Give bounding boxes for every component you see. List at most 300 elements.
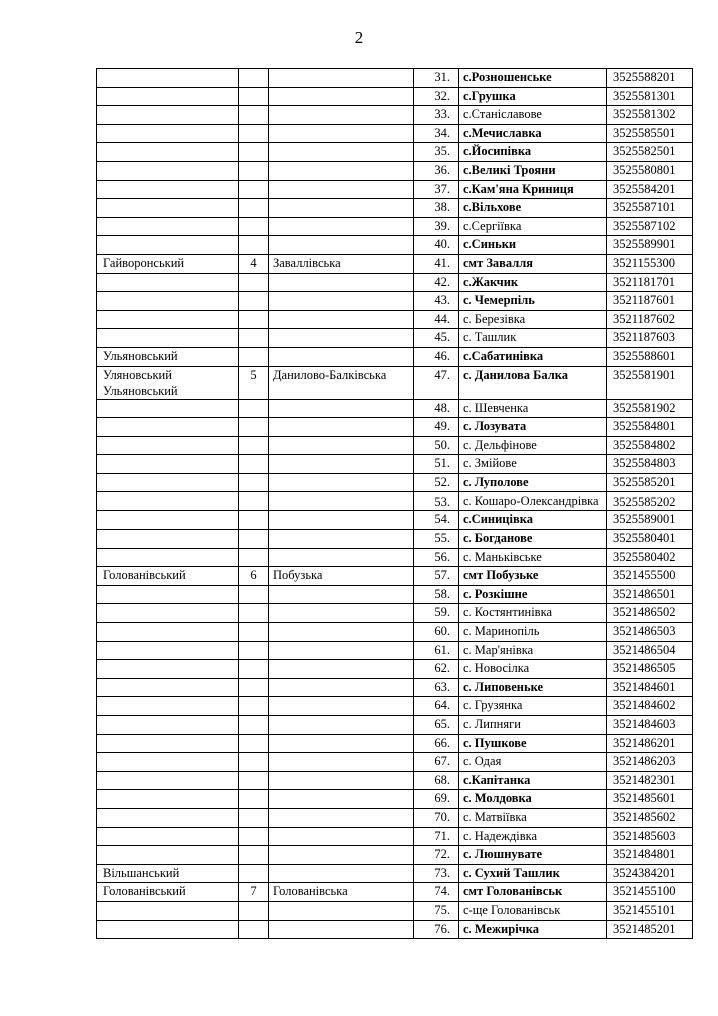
community-cell <box>269 920 414 939</box>
district-cell <box>97 418 239 437</box>
community-cell <box>269 864 414 883</box>
row-number-cell: 75. <box>414 901 459 920</box>
row-number-cell: 37. <box>414 180 459 199</box>
district-cell <box>97 217 239 236</box>
community-number-cell <box>239 623 269 642</box>
koatuu-code-cell: 3521485201 <box>607 920 693 939</box>
koatuu-code-cell: 3521486504 <box>607 641 693 660</box>
settlement-cell: с. Розкішне <box>459 585 607 604</box>
community-cell <box>269 69 414 88</box>
row-number-cell: 65. <box>414 716 459 735</box>
row-number-cell: 48. <box>414 399 459 418</box>
table-row <box>97 548 693 567</box>
community-cell <box>269 901 414 920</box>
koatuu-code-cell: 3525585201 <box>607 473 693 492</box>
district-cell <box>97 455 239 474</box>
row-number-cell: 57. <box>414 567 459 586</box>
community-number-cell <box>239 217 269 236</box>
community-number-cell: 4 <box>239 254 269 273</box>
koatuu-code-cell: 3525580402 <box>607 548 693 567</box>
settlement-cell: с.Розношенське <box>459 69 607 88</box>
community-cell: Заваллівська <box>269 254 414 273</box>
community-number-cell <box>239 846 269 865</box>
koatuu-code-cell: 3521486505 <box>607 660 693 679</box>
table-row <box>97 530 693 549</box>
community-number-cell <box>239 418 269 437</box>
row-number-cell: 64. <box>414 697 459 716</box>
district-cell <box>97 199 239 218</box>
community-cell <box>269 161 414 180</box>
community-cell: Данилово-Балківська <box>269 366 414 399</box>
table-row <box>97 329 693 348</box>
koatuu-code-cell: 3521181701 <box>607 273 693 292</box>
settlement-cell: с.Вільхове <box>459 199 607 218</box>
row-number-cell: 70. <box>414 808 459 827</box>
row-number-cell: 49. <box>414 418 459 437</box>
settlement-cell: с.Жакчик <box>459 273 607 292</box>
district-cell <box>97 660 239 679</box>
settlement-cell: с. Липовеньке <box>459 678 607 697</box>
community-number-cell <box>239 641 269 660</box>
settlement-cell: с. Маринопіль <box>459 623 607 642</box>
district-cell <box>97 790 239 809</box>
community-number-cell <box>239 347 269 366</box>
settlement-cell: смт Голованівськ <box>459 883 607 902</box>
table-row <box>97 124 693 143</box>
koatuu-code-cell: 3525584801 <box>607 418 693 437</box>
community-cell <box>269 292 414 311</box>
community-number-cell <box>239 511 269 530</box>
district-cell <box>97 716 239 735</box>
table-row <box>97 455 693 474</box>
row-number-cell: 59. <box>414 604 459 623</box>
settlement-cell: с. Одая <box>459 753 607 772</box>
settlement-cell: с.Синьки <box>459 236 607 255</box>
table-row <box>97 292 693 311</box>
table-row <box>97 641 693 660</box>
community-number-cell <box>239 678 269 697</box>
koatuu-code-cell: 3525580401 <box>607 530 693 549</box>
district-cell <box>97 124 239 143</box>
district-cell <box>97 236 239 255</box>
row-number-cell: 38. <box>414 199 459 218</box>
row-number-cell: 46. <box>414 347 459 366</box>
settlement-cell: с.Мечиславка <box>459 124 607 143</box>
community-cell <box>269 585 414 604</box>
community-cell <box>269 790 414 809</box>
table-row <box>97 827 693 846</box>
koatuu-code-cell: 3521455100 <box>607 883 693 902</box>
koatuu-code-cell: 3525584802 <box>607 436 693 455</box>
community-number-cell <box>239 716 269 735</box>
row-number-cell: 74. <box>414 883 459 902</box>
table-row <box>97 511 693 530</box>
table-row <box>97 864 693 883</box>
koatuu-code-cell: 3525582501 <box>607 143 693 162</box>
community-number-cell <box>239 920 269 939</box>
community-cell <box>269 771 414 790</box>
community-cell <box>269 399 414 418</box>
settlement-cell: с.Йосипівка <box>459 143 607 162</box>
table-row <box>97 920 693 939</box>
district-cell <box>97 87 239 106</box>
settlements-table-body <box>97 69 693 939</box>
community-cell <box>269 623 414 642</box>
community-number-cell: 6 <box>239 567 269 586</box>
table-row <box>97 254 693 273</box>
community-cell: Побузька <box>269 567 414 586</box>
settlement-cell: с. Кошаро-Олександрівка <box>459 492 607 511</box>
district-cell <box>97 846 239 865</box>
settlement-cell: с. Ташлик <box>459 329 607 348</box>
community-number-cell <box>239 808 269 827</box>
community-number-cell <box>239 236 269 255</box>
koatuu-code-cell: 3525581302 <box>607 106 693 125</box>
table-row <box>97 473 693 492</box>
settlement-cell: с. Надеждівка <box>459 827 607 846</box>
settlement-cell: с.Великі Трояни <box>459 161 607 180</box>
koatuu-code-cell: 3525588201 <box>607 69 693 88</box>
community-number-cell <box>239 199 269 218</box>
community-number-cell <box>239 455 269 474</box>
district-cell <box>97 399 239 418</box>
koatuu-code-cell: 3525587101 <box>607 199 693 218</box>
koatuu-code-cell: 3521484603 <box>607 716 693 735</box>
row-number-cell: 61. <box>414 641 459 660</box>
settlement-cell: с. Липняги <box>459 716 607 735</box>
table-row <box>97 753 693 772</box>
row-number-cell: 42. <box>414 273 459 292</box>
community-cell <box>269 87 414 106</box>
district-cell <box>97 511 239 530</box>
settlement-cell: с. Березівка <box>459 310 607 329</box>
settlement-cell: с. Маньківське <box>459 548 607 567</box>
settlement-cell: с. Новосілка <box>459 660 607 679</box>
community-number-cell <box>239 124 269 143</box>
koatuu-code-cell: 3521455101 <box>607 901 693 920</box>
district-cell: Голованівський <box>97 883 239 902</box>
settlement-cell: с.Капітанка <box>459 771 607 790</box>
table-row <box>97 180 693 199</box>
table-row <box>97 87 693 106</box>
koatuu-code-cell: 3521455500 <box>607 567 693 586</box>
district-cell <box>97 292 239 311</box>
table-row <box>97 161 693 180</box>
settlement-cell: с-ще Голованівськ <box>459 901 607 920</box>
row-number-cell: 35. <box>414 143 459 162</box>
community-cell <box>269 753 414 772</box>
settlement-cell: с. Межирічка <box>459 920 607 939</box>
district-cell <box>97 161 239 180</box>
settlement-cell: с.Сергіївка <box>459 217 607 236</box>
district-cell <box>97 69 239 88</box>
row-number-cell: 63. <box>414 678 459 697</box>
community-cell <box>269 199 414 218</box>
district-cell <box>97 436 239 455</box>
community-cell <box>269 273 414 292</box>
table-row <box>97 236 693 255</box>
community-number-cell <box>239 399 269 418</box>
row-number-cell: 44. <box>414 310 459 329</box>
table-row <box>97 846 693 865</box>
settlement-cell: с. Матвіївка <box>459 808 607 827</box>
district-cell <box>97 143 239 162</box>
settlement-cell: с. Молдовка <box>459 790 607 809</box>
koatuu-code-cell: 3521486201 <box>607 734 693 753</box>
table-row <box>97 69 693 88</box>
district-cell <box>97 530 239 549</box>
koatuu-code-cell: 3525588601 <box>607 347 693 366</box>
koatuu-code-cell: 3521484601 <box>607 678 693 697</box>
koatuu-code-cell: 3521484801 <box>607 846 693 865</box>
row-number-cell: 31. <box>414 69 459 88</box>
table-row <box>97 199 693 218</box>
koatuu-code-cell: 3525584201 <box>607 180 693 199</box>
settlement-cell: с. Мар'янівка <box>459 641 607 660</box>
community-cell <box>269 143 414 162</box>
district-cell <box>97 548 239 567</box>
district-cell <box>97 901 239 920</box>
settlement-cell: с. Костянтинівка <box>459 604 607 623</box>
koatuu-code-cell: 3521486502 <box>607 604 693 623</box>
settlement-cell: с.Сабатинівка <box>459 347 607 366</box>
community-cell <box>269 124 414 143</box>
row-number-cell: 40. <box>414 236 459 255</box>
row-number-cell: 34. <box>414 124 459 143</box>
table-row <box>97 734 693 753</box>
community-cell <box>269 347 414 366</box>
community-cell <box>269 436 414 455</box>
koatuu-code-cell: 3525584803 <box>607 455 693 474</box>
community-cell <box>269 106 414 125</box>
community-cell <box>269 492 414 511</box>
district-cell <box>97 623 239 642</box>
district-cell <box>97 734 239 753</box>
row-number-cell: 67. <box>414 753 459 772</box>
koatuu-code-cell: 3521187602 <box>607 310 693 329</box>
settlement-cell: с. Данилова Балка <box>459 366 607 399</box>
koatuu-code-cell: 3525580801 <box>607 161 693 180</box>
koatuu-code-cell: 3525581902 <box>607 399 693 418</box>
community-cell <box>269 716 414 735</box>
community-number-cell <box>239 143 269 162</box>
row-number-cell: 60. <box>414 623 459 642</box>
koatuu-code-cell: 3525581301 <box>607 87 693 106</box>
table-row <box>97 418 693 437</box>
row-number-cell: 52. <box>414 473 459 492</box>
district-cell: Вільшанський <box>97 864 239 883</box>
row-number-cell: 53. <box>414 492 459 511</box>
row-number-cell: 58. <box>414 585 459 604</box>
settlement-cell: с. Пушкове <box>459 734 607 753</box>
koatuu-code-cell: 3525585501 <box>607 124 693 143</box>
community-number-cell <box>239 292 269 311</box>
table-row <box>97 217 693 236</box>
settlement-cell: с. Сухий Ташлик <box>459 864 607 883</box>
table-row <box>97 273 693 292</box>
community-number-cell <box>239 753 269 772</box>
row-number-cell: 72. <box>414 846 459 865</box>
community-cell <box>269 530 414 549</box>
community-cell <box>269 418 414 437</box>
row-number-cell: 43. <box>414 292 459 311</box>
row-number-cell: 55. <box>414 530 459 549</box>
table-row <box>97 604 693 623</box>
settlement-cell: смт Побузьке <box>459 567 607 586</box>
community-number-cell <box>239 548 269 567</box>
community-number-cell <box>239 734 269 753</box>
settlement-cell: с. Чемерпіль <box>459 292 607 311</box>
district-cell <box>97 808 239 827</box>
table-row <box>97 310 693 329</box>
settlement-cell: с. Дельфінове <box>459 436 607 455</box>
row-number-cell: 47. <box>414 366 459 399</box>
table-row <box>97 660 693 679</box>
table-row <box>97 808 693 827</box>
table-row <box>97 697 693 716</box>
community-number-cell <box>239 492 269 511</box>
settlement-cell: с.Грушка <box>459 87 607 106</box>
row-number-cell: 51. <box>414 455 459 474</box>
district-cell <box>97 920 239 939</box>
settlement-cell: с.Станіславове <box>459 106 607 125</box>
community-number-cell <box>239 310 269 329</box>
community-number-cell <box>239 273 269 292</box>
community-number-cell <box>239 106 269 125</box>
settlement-cell: с. Богданове <box>459 530 607 549</box>
community-number-cell <box>239 69 269 88</box>
row-number-cell: 73. <box>414 864 459 883</box>
community-cell: Голованівська <box>269 883 414 902</box>
row-number-cell: 33. <box>414 106 459 125</box>
district-cell <box>97 827 239 846</box>
district-cell: Уляновський Ульяновський <box>97 366 239 399</box>
community-cell <box>269 604 414 623</box>
community-cell <box>269 511 414 530</box>
community-cell <box>269 310 414 329</box>
table-row <box>97 771 693 790</box>
table-row <box>97 399 693 418</box>
row-number-cell: 68. <box>414 771 459 790</box>
community-cell <box>269 548 414 567</box>
district-cell <box>97 273 239 292</box>
community-number-cell <box>239 697 269 716</box>
koatuu-code-cell: 3521485603 <box>607 827 693 846</box>
koatuu-code-cell: 3521486503 <box>607 623 693 642</box>
table-row <box>97 436 693 455</box>
district-cell <box>97 604 239 623</box>
table-row <box>97 347 693 366</box>
community-cell <box>269 473 414 492</box>
settlement-cell: с. Люшнувате <box>459 846 607 865</box>
district-cell <box>97 492 239 511</box>
settlement-cell: с.Кам'яна Криниця <box>459 180 607 199</box>
page-number: 2 <box>354 28 364 47</box>
district-cell <box>97 473 239 492</box>
koatuu-code-cell: 3521187601 <box>607 292 693 311</box>
koatuu-code-cell: 3521485602 <box>607 808 693 827</box>
table-row <box>97 106 693 125</box>
district-cell: Голованівський <box>97 567 239 586</box>
table-row <box>97 623 693 642</box>
community-cell <box>269 734 414 753</box>
community-cell <box>269 455 414 474</box>
community-number-cell: 7 <box>239 883 269 902</box>
district-cell <box>97 310 239 329</box>
community-cell <box>269 180 414 199</box>
settlement-cell: с. Шевченка <box>459 399 607 418</box>
row-number-cell: 32. <box>414 87 459 106</box>
community-number-cell <box>239 329 269 348</box>
community-number-cell <box>239 790 269 809</box>
row-number-cell: 45. <box>414 329 459 348</box>
row-number-cell: 50. <box>414 436 459 455</box>
table-row <box>97 492 693 511</box>
table-row <box>97 585 693 604</box>
district-cell: Ульяновський <box>97 347 239 366</box>
community-cell <box>269 827 414 846</box>
community-cell <box>269 236 414 255</box>
community-cell <box>269 660 414 679</box>
settlement-cell: смт Завалля <box>459 254 607 273</box>
district-cell <box>97 329 239 348</box>
community-number-cell <box>239 473 269 492</box>
community-cell <box>269 641 414 660</box>
community-number-cell <box>239 827 269 846</box>
table-row <box>97 143 693 162</box>
community-number-cell <box>239 161 269 180</box>
koatuu-code-cell: 3525581901 <box>607 366 693 399</box>
community-number-cell <box>239 530 269 549</box>
koatuu-code-cell: 3521486203 <box>607 753 693 772</box>
table-row <box>97 366 693 399</box>
row-number-cell: 41. <box>414 254 459 273</box>
table-row <box>97 567 693 586</box>
district-cell <box>97 641 239 660</box>
row-number-cell: 66. <box>414 734 459 753</box>
community-cell <box>269 678 414 697</box>
settlement-cell: с. Грузянка <box>459 697 607 716</box>
community-cell <box>269 697 414 716</box>
district-cell: Гайворонський <box>97 254 239 273</box>
district-cell <box>97 180 239 199</box>
community-number-cell <box>239 901 269 920</box>
settlement-cell: с. Луполове <box>459 473 607 492</box>
row-number-cell: 56. <box>414 548 459 567</box>
row-number-cell: 54. <box>414 511 459 530</box>
koatuu-code-cell: 3524384201 <box>607 864 693 883</box>
district-cell <box>97 753 239 772</box>
district-cell <box>97 106 239 125</box>
community-number-cell <box>239 660 269 679</box>
settlement-cell: с. Лозувата <box>459 418 607 437</box>
table-row <box>97 901 693 920</box>
koatuu-code-cell: 3525587102 <box>607 217 693 236</box>
community-number-cell <box>239 771 269 790</box>
table-row <box>97 790 693 809</box>
community-number-cell: 5 <box>239 366 269 399</box>
community-number-cell <box>239 180 269 199</box>
koatuu-code-cell: 3521155300 <box>607 254 693 273</box>
koatuu-code-cell: 3525585202 <box>607 492 693 511</box>
table-row <box>97 716 693 735</box>
district-cell <box>97 771 239 790</box>
row-number-cell: 76. <box>414 920 459 939</box>
community-cell <box>269 329 414 348</box>
row-number-cell: 62. <box>414 660 459 679</box>
koatuu-code-cell: 3521486501 <box>607 585 693 604</box>
row-number-cell: 39. <box>414 217 459 236</box>
